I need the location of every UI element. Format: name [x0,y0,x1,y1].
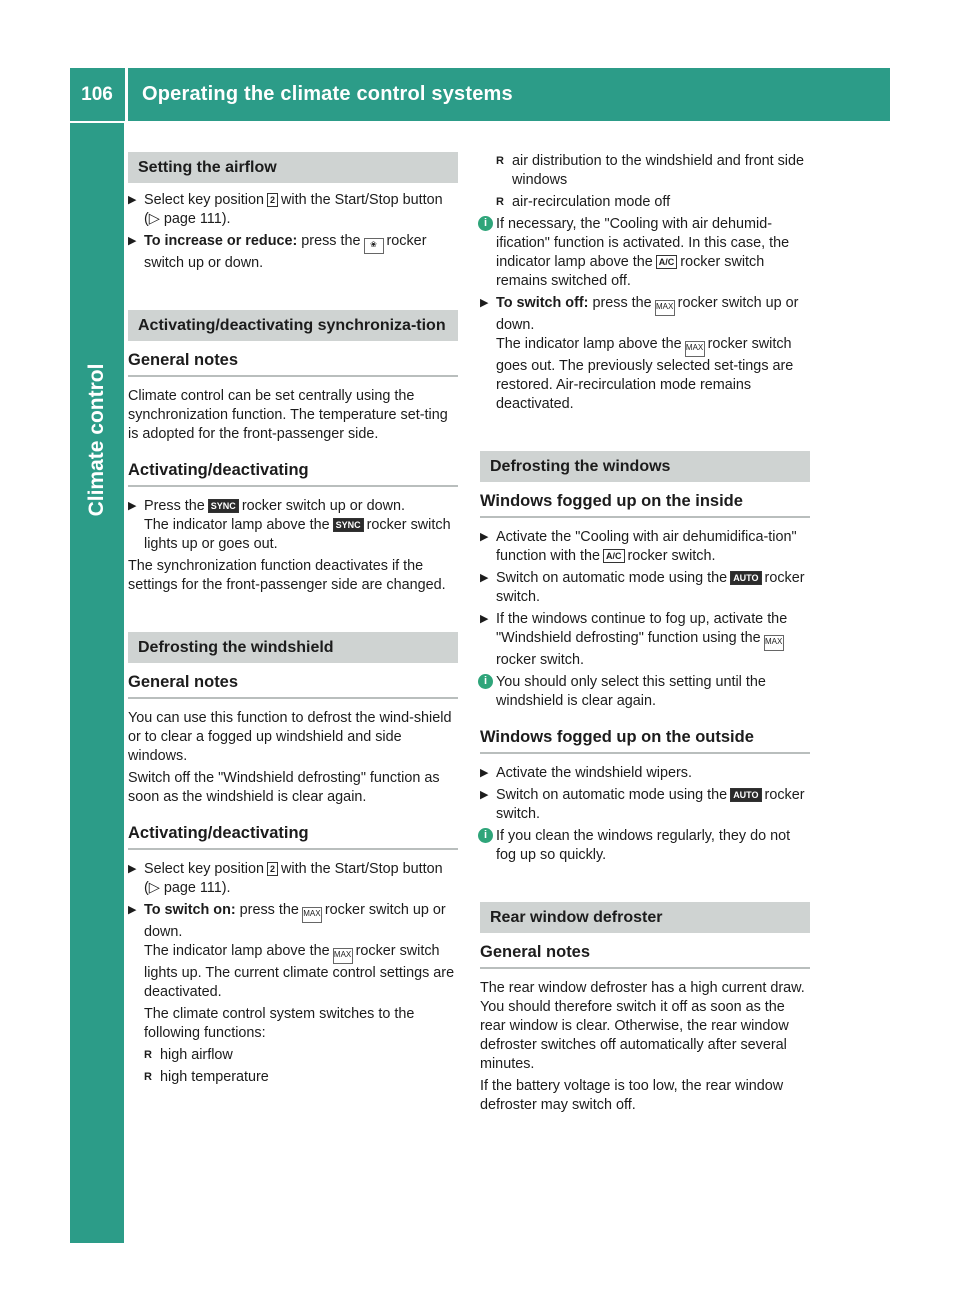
page-number: 106 [81,83,113,105]
step-arrow-icon: ▶ [480,767,489,779]
list-item: R air-recirculation mode off [496,194,671,210]
bullet-icon: R [496,196,504,208]
info-note: i If you clean the windows regularly, they do not fog up so quickly. [480,827,810,865]
step: ▶ Press the SYNC rocker switch up or down. The indicator lamp above the SYNC rocker switch lights up or goes out. [128,498,451,552]
auto-icon: AUTO [730,571,761,585]
step-arrow-icon: ▶ [128,904,137,916]
step-arrow-icon: ▶ [480,613,489,625]
subheading: Windows fogged up on the inside [480,490,810,518]
step: ▶ If the windows continue to fog up, activate the "Windshield defrosting" function using the MAXrocker switch. [480,611,788,668]
header-divider [125,68,128,121]
step-arrow-icon: ▶ [480,789,489,801]
step: ▶ Activate the "Cooling with air dehumidifica-tion" function with the A/C rocker switch. [480,529,797,564]
bullet-icon: R [144,1071,152,1083]
step: ▶ Switch on automatic mode using the AUTO rocker switch. [480,570,805,605]
subheading: General notes [480,941,810,969]
side-bar [70,123,124,1243]
step-arrow-icon: ▶ [480,572,489,584]
paragraph: If the battery voltage is too low, the rear window defroster may switch off. [480,1078,784,1113]
list-item: R high temperature [144,1069,269,1085]
auto-icon: AUTO [730,788,761,802]
step-arrow-icon: ▶ [480,297,489,309]
step-arrow-icon: ▶ [128,235,137,247]
fan-icon: ❀ [364,238,384,254]
paragraph: The climate control system switches to the following functions: [144,1006,415,1041]
list-item: R high airflow [144,1047,233,1063]
bullet-icon: R [144,1049,152,1061]
page-title: Operating the climate control systems [142,83,513,105]
step: ▶ To increase or reduce: press the ❀ rocker switch up or down. [128,233,427,271]
ac-icon: A/C [603,549,625,563]
paragraph: Switch off the "Windshield defrosting" function as soon as the windshield is clear again. [128,770,440,805]
section-heading-airflow: Setting the airflow [128,152,458,183]
defrost-max-icon: MAX [655,300,675,316]
step-arrow-icon: ▶ [128,863,137,875]
side-section-label: Climate control [85,363,108,517]
defrost-max-icon: MAX [685,341,705,357]
step: ▶ To switch off: press the MAX rocker switch up or down. The indicator lamp above the MAX rocker switch goes out. The previously selected set-tings are restored. Air-recirculation mode remains deactivated. [480,295,799,412]
step: ▶ Activate the windshield wipers. [480,765,692,781]
subheading: General notes [128,349,458,377]
paragraph: The synchronization function deactivates if the settings for the front-passenger side are changed. [128,558,446,593]
paragraph: You can use this function to defrost the wind-shield or to clear a fogged up windshield and side windows. [128,710,452,764]
step-arrow-icon: ▶ [128,194,137,206]
subheading: General notes [128,671,458,699]
key-position-badge: 2 [267,862,278,876]
info-icon: i [478,674,493,689]
bullet-icon: R [496,155,504,167]
right-column [480,152,810,1118]
paragraph: The rear window defroster has a high current draw. You should therefore switch it off as soon as the rear window is clear. Otherwise, the rear window defroster switches off automatically after several minutes. [480,980,805,1072]
sync-button-icon: SYNC [333,518,364,532]
step-arrow-icon: ▶ [128,500,137,512]
defrost-max-icon: MAX [333,948,353,964]
step: ▶ Select key position 2 with the Start/Stop button (▷ page 111). [128,192,443,227]
info-icon: i [478,828,493,843]
info-icon: i [478,216,493,231]
key-position-badge: 2 [267,193,278,207]
section-heading-rear: Rear window defroster [480,902,810,933]
step-arrow-icon: ▶ [480,531,489,543]
list-item: R air distribution to the windshield and front side windows [496,153,804,188]
section-heading-sync: Activating/deactivating synchroniza-tion [128,310,458,341]
section-heading-defrost: Defrosting the windshield [128,632,458,663]
step: ▶ Select key position 2 with the Start/Stop button (▷ page 111). [128,861,443,896]
subheading: Activating/deactivating [128,459,458,487]
section-heading-windows: Defrosting the windows [480,451,810,482]
ac-icon: A/C [656,255,678,269]
step: ▶ Switch on automatic mode using the AUTO rocker switch. [480,787,805,822]
sync-button-icon: SYNC [208,499,239,513]
subheading: Windows fogged up on the outside [480,726,810,754]
step: ▶ To switch on: press the MAX rocker switch up or down. The indicator lamp above the MAX rocker switch lights up. The current climate control settings are deactivated. [128,902,455,1000]
info-note: i You should only select this setting until the windshield is clear again. [480,673,810,711]
page-link[interactable]: ▷ page 111 [148,211,222,227]
paragraph: Climate control can be set centrally using the synchronization function. The temperature set-ting is adopted for the front-passenger side. [128,388,448,442]
defrost-max-icon: MAX [302,907,322,923]
subheading: Activating/deactivating [128,822,458,850]
info-note: i If necessary, the "Cooling with air dehumid-ification" function is activated. In this case, the indicator lamp above the A/C rocker switch remains switched off. [480,215,810,291]
defrost-max-icon: MAX [764,635,784,651]
left-column [128,152,458,1090]
page-link[interactable]: ▷ page 111 [148,880,222,896]
